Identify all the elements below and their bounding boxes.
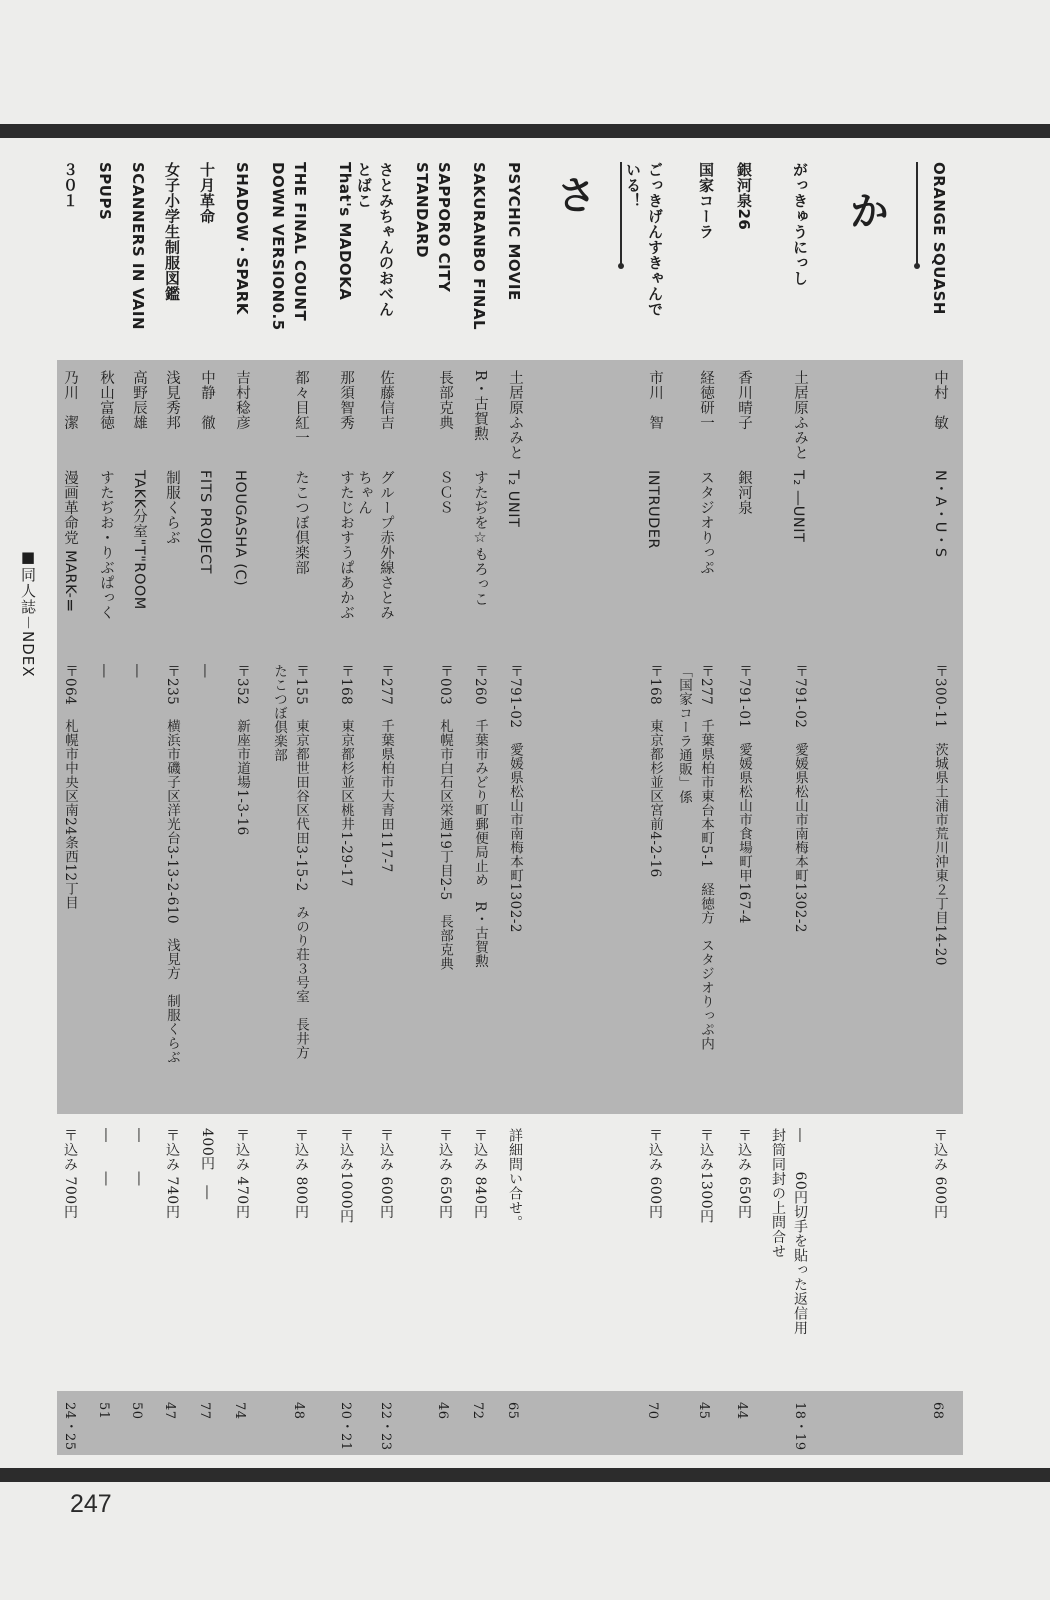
section-dot-sa xyxy=(618,263,624,269)
section-heading-ka: か xyxy=(843,190,889,230)
entry-person: R・古賀勲 xyxy=(472,370,488,442)
entry-address: ― xyxy=(197,664,213,678)
entry-title-line2: とばこ xyxy=(355,162,373,209)
entry-title: 銀河泉26 xyxy=(735,162,753,231)
entry-pages: 72 xyxy=(470,1402,485,1420)
entry-price: ― ― xyxy=(98,1128,114,1186)
entry-price: 〒込み 650円 xyxy=(437,1128,453,1220)
entry-address: 〒791-01 愛媛県松山市食場町甲167-4 xyxy=(736,664,752,924)
entry-circle-line2: ちゃん xyxy=(356,470,372,515)
entry-title-line2: STANDARD xyxy=(413,162,431,259)
entry-pages: 45 xyxy=(696,1402,711,1420)
entry-price: ― 60円切手を貼った返信用 xyxy=(792,1128,808,1336)
entry-address-line2: 「国家コーラ通販」係 xyxy=(676,664,692,804)
page-ref-shaded-band xyxy=(57,1391,963,1455)
entry-price: 400円 ― xyxy=(199,1128,215,1200)
entry-circle: すたじおすうぱあかぶ xyxy=(338,470,354,620)
entry-circle: T₂ UNIT xyxy=(505,470,521,528)
entry-circle: グループ赤外線さとみ xyxy=(378,470,394,620)
entry-person: 高野辰雄 xyxy=(131,370,147,430)
entry-title-line2: いる！ xyxy=(624,162,642,209)
entry-circle: 銀河泉 xyxy=(736,470,752,515)
entry-address: 〒168 東京都杉並区桃井1-29-17 xyxy=(338,664,354,887)
section-dot-ka xyxy=(914,263,920,269)
entry-title: 十月革命 xyxy=(198,162,216,224)
entry-title: SHADOW・SPARK xyxy=(233,162,251,315)
entry-address: 〒003 札幌市白石区栄通19丁目2-5 長部克典 xyxy=(437,664,453,971)
section-heading-sa: さ xyxy=(550,174,596,214)
entry-circle: HOUGASHA (C) xyxy=(232,470,248,587)
entry-price: 〒込み 600円 xyxy=(647,1128,663,1220)
entry-circle: TAKK分室"T"ROOM xyxy=(131,470,147,610)
entry-price-line2: 封筒同封の上問合せ xyxy=(770,1128,786,1259)
entry-price: 〒込み 650円 xyxy=(736,1128,752,1220)
entry-address-line2: たこつぼ倶楽部 xyxy=(271,664,287,762)
entry-title: さとみちゃんのおべん xyxy=(377,162,395,317)
entry-title: 女子小学生制服図鑑 xyxy=(163,162,181,302)
entry-pages: 44 xyxy=(734,1402,749,1420)
entry-address: 〒260 千葉市みどり町郵便局止め R・古賀勲 xyxy=(472,664,488,968)
entry-price: 〒込み 600円 xyxy=(378,1128,394,1220)
entry-person: 浅見秀邦 xyxy=(164,370,180,430)
entry-price: 〒込み 600円 xyxy=(932,1128,948,1220)
entry-address: 〒300-11 茨城県土浦市荒川沖東２丁目14-20 xyxy=(932,664,948,966)
entry-address: ― xyxy=(129,664,145,678)
entry-title: ３０１ xyxy=(61,162,79,209)
entry-person: 経徳研一 xyxy=(698,370,714,430)
entry-pages: 20・21 xyxy=(338,1402,353,1451)
section-rule-sa xyxy=(620,162,622,266)
entry-price: 〒込み 470円 xyxy=(234,1128,250,1220)
entry-pages: 18・19 xyxy=(792,1402,807,1451)
entry-title: 国家コーラ xyxy=(697,162,715,240)
entry-price: 〒込み 800円 xyxy=(293,1128,309,1220)
entry-circle: たこつぼ倶楽部 xyxy=(293,470,309,575)
entry-person: 乃川 潔 xyxy=(62,370,78,430)
entry-person: 那須智秀 xyxy=(338,370,354,430)
bottom-rule xyxy=(0,1468,1050,1482)
entry-address: 〒791-02 愛媛県松山市南梅本町1302-2 xyxy=(507,664,523,934)
entry-person: 中村 敏 xyxy=(932,370,948,430)
entry-person: 秋山富徳 xyxy=(98,370,114,430)
entry-person: 市川 智 xyxy=(647,370,663,430)
entry-circle: 漫画革命党 MARK-Ⅱ xyxy=(62,470,78,615)
entry-person: 佐藤信吉 xyxy=(378,370,394,430)
entry-person: 長部克典 xyxy=(437,370,453,430)
entry-title-line2: DOWN VERSION0.5 xyxy=(269,162,287,331)
entry-address: 〒168 東京都杉並区宮前4-2-16 xyxy=(647,664,663,878)
entry-title: PSYCHIC MOVIE xyxy=(505,162,523,301)
entry-circle: 制服くらぶ xyxy=(164,470,180,545)
page-number: 247 xyxy=(70,1490,112,1518)
entry-price: 〒込み 700円 xyxy=(62,1128,78,1220)
entry-person: 香川晴子 xyxy=(736,370,752,430)
entry-title: がっきゅうにっし xyxy=(791,162,809,286)
entry-address: 〒277 千葉県柏市東台本町5-1 経徳方 スタジオりっぷ内 xyxy=(698,664,714,1051)
entry-pages: 22・23 xyxy=(378,1402,393,1451)
entry-address: 〒235 横浜市磯子区洋光台3-13-2-610 浅見方 制服くらぶ xyxy=(164,664,180,1065)
section-rule-ka xyxy=(916,162,918,266)
entry-pages: 65 xyxy=(505,1402,520,1420)
entry-pages: 47 xyxy=(162,1402,177,1420)
entry-title: SCANNERS IN VAIN xyxy=(129,162,147,331)
entry-title: That's MADOKA xyxy=(336,162,354,301)
entry-address: 〒155 東京都世田谷区代田3-15-2 みのり荘３号室 長井方 xyxy=(293,664,309,1060)
entry-address: 〒791-02 愛媛県松山市南梅本町1302-2 xyxy=(792,664,808,934)
entry-price: 〒込み 740円 xyxy=(164,1128,180,1220)
entry-title: THE FINAL COUNT xyxy=(291,162,309,322)
entry-circle: FITS PROJECT xyxy=(197,470,213,574)
entry-title: SPUPS xyxy=(96,162,114,221)
entry-title: SAKURANBO FINAL xyxy=(470,162,488,331)
entry-circle: T₂ ―UNIT xyxy=(790,470,806,543)
entry-price: 詳細問い合せ。 xyxy=(507,1128,523,1230)
entry-pages: 48 xyxy=(291,1402,306,1420)
entry-pages: 74 xyxy=(232,1402,247,1420)
entry-title: ORANGE SQUASH xyxy=(930,162,948,315)
section-label: ■同人誌－NDEX xyxy=(19,548,37,678)
entry-price: 〒込み1300円 xyxy=(698,1128,714,1224)
entry-pages: 51 xyxy=(96,1402,111,1420)
entry-price: ― ― xyxy=(131,1128,147,1186)
entry-address: 〒064 札幌市中央区南24条西12丁目 xyxy=(62,664,78,910)
entry-address: 〒352 新座市道場1-3-16 xyxy=(234,664,250,836)
entry-pages: 77 xyxy=(197,1402,212,1420)
entry-price: 〒込み 840円 xyxy=(472,1128,488,1220)
entry-person: 吉村稔彦 xyxy=(234,370,250,430)
entry-title: ごっきげんすきゃんで xyxy=(646,162,664,317)
entry-circle: すたぢお・りぶぱっく xyxy=(98,470,114,620)
entry-pages: 68 xyxy=(930,1402,945,1420)
entry-pages: 24・25 xyxy=(62,1402,77,1451)
entry-circle: スタジオりっぷ xyxy=(698,470,714,575)
entry-circle: INTRUDER xyxy=(645,470,661,550)
top-rule xyxy=(0,124,1050,138)
entry-address: ― xyxy=(96,664,112,678)
entry-person: 中静 徹 xyxy=(199,370,215,430)
entry-address: 〒277 千葉県柏市大青田117-7 xyxy=(378,664,394,873)
entry-circle: すたぢを☆もろっこ xyxy=(472,470,488,607)
entry-circle: ＳＣＳ xyxy=(437,470,453,515)
entry-pages: 50 xyxy=(129,1402,144,1420)
entry-pages: 46 xyxy=(435,1402,450,1420)
entry-person: 土居原ふみと xyxy=(507,370,523,460)
entry-person: 都々目紅一 xyxy=(293,370,309,445)
entry-person: 土居原ふみと xyxy=(792,370,808,460)
entry-title: SAPPORO CITY xyxy=(435,162,453,293)
entry-pages: 70 xyxy=(645,1402,660,1420)
entry-circle: N・A・U・S xyxy=(932,470,948,558)
entry-price: 〒込み1000円 xyxy=(338,1128,354,1224)
